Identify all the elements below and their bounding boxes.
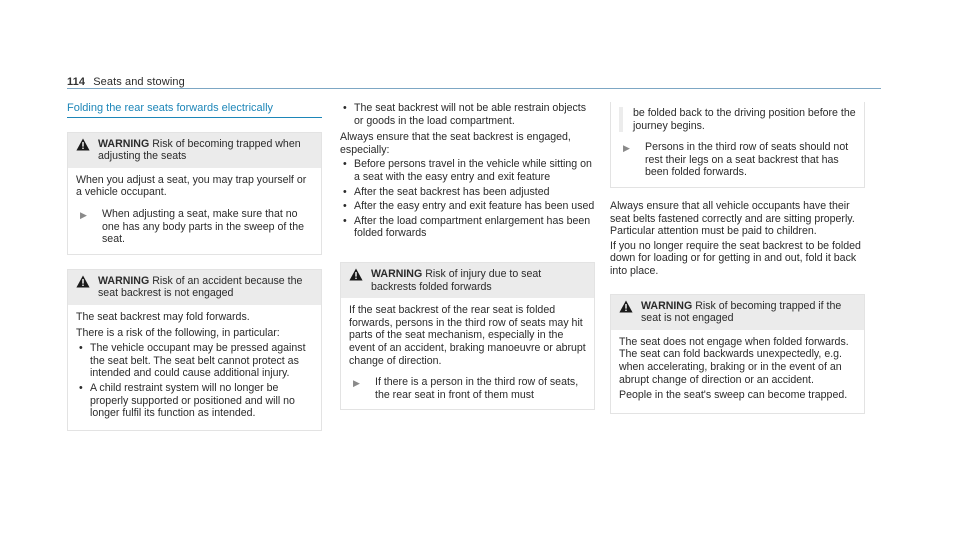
- list-item: • After the easy entry and exit feature has been used: [340, 200, 595, 213]
- warning-box-seat-not-engaged: [610, 294, 865, 414]
- list-item: • Before persons travel in the vehicle while sitting on a seat with the easy entry and exit feature: [340, 158, 595, 183]
- paragraph: If you no longer require the seat backrest to be folded down for loading or for getting in and out, fold it back into place.: [610, 239, 861, 277]
- warning-header: [68, 133, 321, 168]
- list-item: • After the load compartment enlargement has been folded forwards: [340, 215, 595, 240]
- page-number: 114: [67, 76, 86, 88]
- instruction-step: [349, 376, 586, 401]
- step-text: When adjusting a seat, make sure that no one has any body parts in the sweep of the seat.: [102, 207, 305, 246]
- paragraph: Always ensure that the seat backrest is engaged, especially:: [340, 131, 571, 156]
- warning-text: People in the seat's sweep can become trapped.: [619, 389, 848, 402]
- instruction-step: [619, 141, 856, 179]
- warning-title: Risk of becoming trapped if the seat is not engaged: [641, 299, 842, 325]
- continued-step: [619, 107, 856, 132]
- warning-title: Risk of becoming trapped when adjusting the seats: [98, 137, 301, 163]
- triangle-right-icon: ▶: [80, 209, 87, 220]
- bullet-list: [340, 158, 595, 240]
- section-title: Folding the rear seats forwards electrically: [67, 102, 322, 118]
- warning-body: [611, 102, 864, 187]
- page-header: [67, 76, 185, 88]
- step-text: If there is a person in the third row of seats, the rear seat in front of them must: [375, 376, 579, 401]
- chapter-title: Seats and stowing: [93, 76, 185, 88]
- warning-text: The seat backrest may fold forwards.: [76, 310, 250, 323]
- warning-triangle-icon: [76, 275, 90, 288]
- triangle-right-icon: ▶: [353, 378, 360, 389]
- column-2: [340, 102, 595, 424]
- column-1: [67, 102, 322, 445]
- warning-box-backrest-not-engaged: [67, 269, 322, 431]
- list-item: • After the seat backrest has been adjusted: [340, 186, 595, 199]
- list-item: • A child restraint system will no longer be properly supported or positioned and will no longer fulfil its function as intended.: [76, 382, 313, 420]
- warning-title: Risk of injury due to seat backrests folded forwards: [371, 267, 542, 293]
- warning-label: WARNING: [98, 274, 150, 287]
- warning-box-injury-backrests: [340, 262, 595, 410]
- warning-text: There is a risk of the following, in particular:: [76, 326, 280, 339]
- warning-triangle-icon: [619, 300, 633, 313]
- paragraph: Always ensure that all vehicle occupants have their seat belts fastened correctly and are sitting properly. Particular attention must be paid to children.: [610, 199, 855, 238]
- warning-body: [68, 305, 321, 430]
- warning-title: Risk of an accident because the seat backrest is not engaged: [98, 274, 303, 300]
- warning-header: [341, 263, 594, 298]
- bullet-list: [340, 102, 595, 127]
- warning-label: WARNING: [371, 267, 423, 280]
- warning-label: WARNING: [641, 299, 693, 312]
- warning-body: [68, 168, 321, 254]
- warning-triangle-icon: [349, 268, 363, 281]
- warning-body: [341, 298, 594, 409]
- warning-text: The seat does not engage when folded forwards. The seat can fold backwards unexpectedly, e.g. when accelerating, braking or in the event of an abrupt change of direction or an accident.: [619, 335, 849, 386]
- warning-text: When you adjust a seat, you may trap yourself or a vehicle occupant.: [76, 173, 307, 199]
- triangle-right-icon: ▶: [623, 143, 630, 154]
- column-3: [610, 102, 865, 428]
- list-item: • The seat backrest will not be able restrain objects or goods in the load compartment.: [340, 102, 595, 127]
- step-text: Persons in the third row of seats should not rest their legs on a seat backrest that has been folded forwards.: [645, 141, 849, 179]
- warning-label: WARNING: [98, 137, 150, 150]
- step-text: be folded back to the driving position before the journey begins.: [633, 107, 856, 132]
- warning-triangle-icon: [76, 138, 90, 151]
- warning-header: [611, 295, 864, 330]
- warning-body: [611, 330, 864, 413]
- warning-box-trapped-adjusting: [67, 132, 322, 255]
- list-item: • The vehicle occupant may be pressed against the seat belt. The seat belt cannot protect as intended and could cause additional injury.: [76, 342, 313, 380]
- bullet-list: [76, 342, 313, 420]
- warning-text: If the seat backrest of the rear seat is folded forwards, persons in the third row of seats may hit parts of the seat mechanism, especially in the event of an accident, braking manoeuvre or abrupt change of direction.: [349, 304, 586, 367]
- instruction-step: [76, 208, 313, 246]
- warning-header: [68, 270, 321, 305]
- header-divider: [67, 88, 881, 89]
- warning-box-continued: [610, 102, 865, 188]
